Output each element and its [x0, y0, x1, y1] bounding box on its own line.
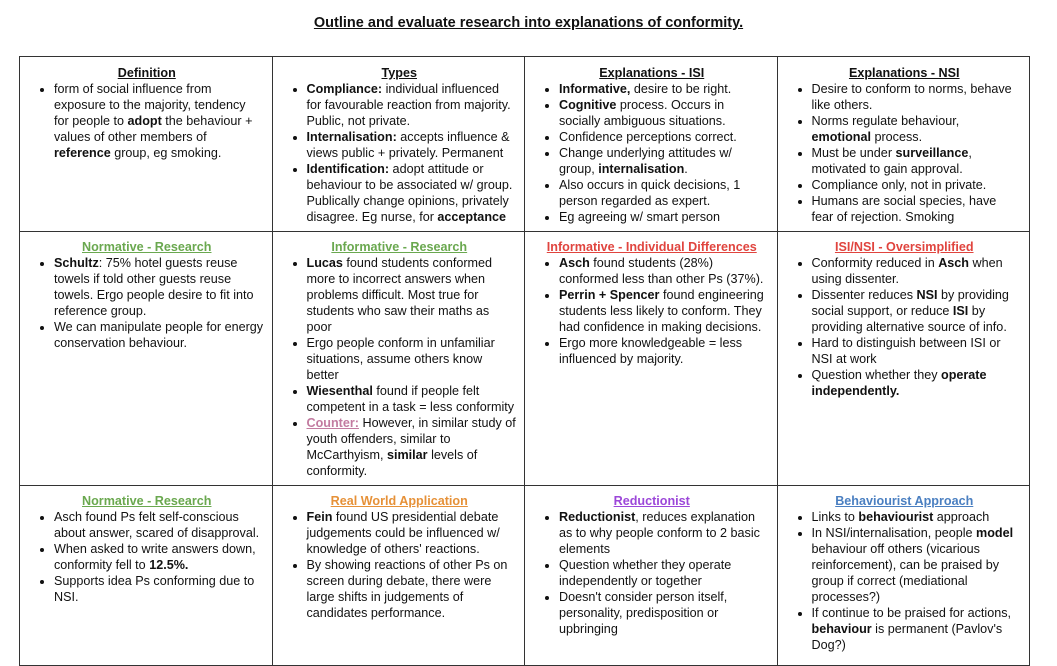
text-fragment: similar: [386, 448, 428, 462]
cell-heading: ISI/NSI - Oversimplified: [834, 240, 974, 254]
text-fragment: Change underlying attitudes w/ group,: [559, 146, 732, 176]
text-fragment: found US presidential debate judgements could be influenced w/ knowledge of others' reactions.: [306, 510, 500, 556]
text-fragment: process.: [870, 130, 923, 144]
cell-heading: Normative - Research: [82, 494, 212, 508]
text-fragment: individual influenced for favourable reaction from majority. Public, not private.: [306, 82, 511, 128]
text-fragment: If continue to be praised for actions,: [811, 606, 1012, 620]
grid-cell: [20, 486, 273, 666]
bullet-item: [307, 255, 517, 335]
text-fragment: Hard to distinguish between ISI or NSI at work: [811, 336, 1001, 366]
bullet-list: [535, 509, 769, 637]
text-fragment: Asch: [559, 256, 590, 270]
text-fragment: desire to be right.: [630, 82, 732, 96]
bullet-list: [535, 255, 769, 367]
text-fragment: levels of conformity.: [306, 448, 478, 478]
text-fragment: Confidence perceptions correct.: [559, 130, 737, 144]
grid-cell: [525, 57, 778, 232]
bullet-list: [30, 81, 264, 161]
text-fragment: Schultz: [54, 256, 99, 270]
cell-heading: Informative - Research: [331, 240, 468, 254]
text-fragment: Question whether they operate independently or together: [559, 558, 732, 588]
bullet-item: [307, 335, 517, 383]
bullet-item: [54, 255, 264, 319]
bullet-item: [559, 589, 769, 637]
text-fragment: Internalisation:: [306, 130, 397, 144]
grid-cell: [272, 486, 525, 666]
bullet-item: [812, 509, 1022, 525]
bullet-item: [307, 509, 517, 557]
bullet-list: [30, 509, 264, 605]
bullet-item: [54, 541, 264, 573]
text-fragment: when using dissenter.: [811, 256, 1003, 286]
text-fragment: behaviourist: [858, 510, 934, 524]
text-fragment: Counter:: [306, 416, 359, 430]
text-fragment: Cognitive: [559, 98, 617, 112]
text-fragment: Identification:: [306, 162, 390, 176]
text-fragment: found students conformed more to incorrect answers when problems difficult. Most true for students who saw their maths as poor: [306, 256, 493, 334]
text-fragment: Conformity reduced in: [811, 256, 939, 270]
text-fragment: Desire to conform to norms, behave like others.: [811, 82, 1012, 112]
bullet-item: [559, 129, 769, 145]
bullet-item: [812, 145, 1022, 177]
bullet-list: [788, 255, 1022, 399]
text-fragment: Informative,: [559, 82, 631, 96]
grid-cell: [20, 232, 273, 486]
bullet-item: [307, 161, 517, 225]
text-fragment: accepts influence & views public + privately. Permanent: [306, 130, 510, 160]
bullet-item: [307, 81, 517, 129]
text-fragment: group, eg smoking.: [110, 146, 222, 160]
bullet-item: [812, 193, 1022, 225]
text-fragment: model: [976, 526, 1014, 540]
grid-cell: [20, 57, 273, 232]
text-fragment: behaviour: [811, 622, 872, 636]
cell-heading: Definition: [117, 66, 176, 80]
page-title: Outline and evaluate research into explanations of conformity.: [313, 15, 744, 31]
text-fragment: acceptance: [437, 210, 507, 224]
text-fragment: Eg agreeing w/ smart person: [559, 210, 721, 224]
cell-heading: Informative - Individual Differences: [546, 240, 757, 254]
text-fragment: is permanent (Pavlov's Dog?): [811, 622, 1003, 652]
text-fragment: 12.5%.: [149, 558, 189, 572]
bullet-item: [54, 509, 264, 541]
bullet-item: [559, 255, 769, 287]
text-fragment: When asked to write answers down, conformity fell to: [54, 542, 256, 572]
grid-cell: [272, 232, 525, 486]
text-fragment: Lucas: [306, 256, 343, 270]
bullet-list: [535, 81, 769, 225]
bullet-item: [559, 97, 769, 129]
bullet-item: [559, 509, 769, 557]
grid-row: [20, 232, 1030, 486]
revision-grid: [19, 56, 1030, 666]
bullet-item: [559, 177, 769, 209]
text-fragment: Also occurs in quick decisions, 1 person regarded as expert.: [559, 178, 741, 208]
text-fragment: We can manipulate people for energy conservation behaviour.: [54, 320, 264, 350]
text-fragment: Norms regulate behaviour,: [811, 114, 960, 128]
grid-row: [20, 486, 1030, 666]
text-fragment: operate independently.: [811, 368, 987, 398]
bullet-item: [812, 525, 1022, 605]
bullet-item: [812, 605, 1022, 653]
text-fragment: process. Occurs in socially ambiguous situations.: [559, 98, 726, 128]
bullet-list: [283, 81, 517, 225]
bullet-item: [307, 557, 517, 621]
bullet-item: [812, 81, 1022, 113]
text-fragment: Compliance only, not in private.: [811, 178, 987, 192]
grid-cell: [777, 486, 1030, 666]
grid-cell: [777, 232, 1030, 486]
cell-heading: Explanations - ISI: [599, 66, 705, 80]
text-fragment: Perrin + Spencer: [559, 288, 660, 302]
bullet-list: [30, 255, 264, 351]
text-fragment: the behaviour + values of other members of: [54, 114, 253, 144]
cell-heading: Real World Application: [330, 494, 468, 508]
bullet-item: [559, 287, 769, 335]
text-fragment: Fein: [306, 510, 333, 524]
text-fragment: Reductionist: [559, 510, 636, 524]
text-fragment: found if people felt competent in a task = less conformity: [306, 384, 515, 414]
text-fragment: Ergo more knowledgeable = less influenced by majority.: [559, 336, 743, 366]
grid-cell: [525, 486, 778, 666]
bullet-item: [559, 557, 769, 589]
text-fragment: emotional: [811, 130, 871, 144]
bullet-list: [788, 81, 1022, 225]
bullet-item: [812, 177, 1022, 193]
text-fragment: In NSI/internalisation, people: [811, 526, 977, 540]
grid-cell: [272, 57, 525, 232]
bullet-item: [812, 367, 1022, 399]
bullet-item: [812, 113, 1022, 145]
cell-heading: Types: [381, 66, 417, 80]
bullet-item: [812, 255, 1022, 287]
text-fragment: found students (28%) conformed less than other Ps (37%).: [559, 256, 764, 286]
bullet-item: [307, 415, 517, 479]
text-fragment: However, in similar study of youth offenders, similar to McCarthyism,: [306, 416, 516, 462]
text-fragment: Must be under: [811, 146, 896, 160]
bullet-item: [559, 145, 769, 177]
text-fragment: approach: [933, 510, 990, 524]
bullet-list: [283, 255, 517, 479]
bullet-item: [812, 335, 1022, 367]
text-fragment: Question whether they: [811, 368, 942, 382]
text-fragment: reference: [54, 146, 111, 160]
cell-heading: Behaviourist Approach: [835, 494, 974, 508]
text-fragment: adopt attitude or behaviour to be associated w/ group. Publically change opinions, privately disagree. Eg nurse, for: [306, 162, 513, 224]
text-fragment: , motivated to gain approval.: [811, 146, 972, 176]
text-fragment: Links to: [811, 510, 859, 524]
text-fragment: Doesn't consider person itself, personality, predisposition or upbringing: [559, 590, 728, 636]
cell-heading: Normative - Research: [82, 240, 212, 254]
bullet-item: [307, 129, 517, 161]
text-fragment: surveillance: [895, 146, 969, 160]
text-fragment: ISI: [952, 304, 969, 318]
text-fragment: behaviour off others (vicarious reinforcement), can be praised by group if correct (mediational processes?): [811, 542, 1000, 604]
text-fragment: .: [684, 162, 688, 176]
bullet-item: [559, 209, 769, 225]
text-fragment: form of social influence from exposure to the majority, tendency for people to: [54, 82, 246, 128]
cell-heading: Reductionist: [613, 494, 690, 508]
text-fragment: By showing reactions of other Ps on screen during debate, there were large shifts in judgements of candidates performance.: [306, 558, 508, 620]
text-fragment: by providing alternative source of info.: [811, 304, 1007, 334]
text-fragment: Supports idea Ps conforming due to NSI.: [54, 574, 255, 604]
text-fragment: Compliance:: [306, 82, 383, 96]
bullet-item: [559, 81, 769, 97]
text-fragment: Ergo people conform in unfamiliar situations, assume others know better: [306, 336, 495, 382]
bullet-item: [307, 383, 517, 415]
text-fragment: adopt: [127, 114, 162, 128]
text-fragment: internalisation: [598, 162, 685, 176]
text-fragment: NSI: [916, 288, 938, 302]
text-fragment: Wiesenthal: [306, 384, 373, 398]
text-fragment: : 75% hotel guests reuse towels if told other guests reuse towels. Ergo people desire to fit into reference group.: [54, 256, 254, 318]
text-fragment: by providing social support, or reduce: [811, 288, 1009, 318]
text-fragment: Asch found Ps felt self-conscious about answer, scared of disapproval.: [54, 510, 260, 540]
grid-cell: [525, 232, 778, 486]
bullet-item: [54, 319, 264, 351]
cell-heading: Explanations - NSI: [848, 66, 960, 80]
text-fragment: , reduces explanation as to why people conform to 2 basic elements: [559, 510, 760, 556]
bullet-item: [812, 287, 1022, 335]
grid-cell: [777, 57, 1030, 232]
bullet-item: [559, 335, 769, 367]
bullet-list: [788, 509, 1022, 653]
grid-row: [20, 57, 1030, 232]
text-fragment: Dissenter reduces: [811, 288, 917, 302]
bullet-item: [54, 81, 264, 161]
text-fragment: found engineering students less likely to conform. They had confidence in making decisions.: [559, 288, 764, 334]
text-fragment: Asch: [938, 256, 969, 270]
text-fragment: Humans are social species, have fear of rejection. Smoking: [811, 194, 997, 224]
bullet-item: [54, 573, 264, 605]
bullet-list: [283, 509, 517, 621]
